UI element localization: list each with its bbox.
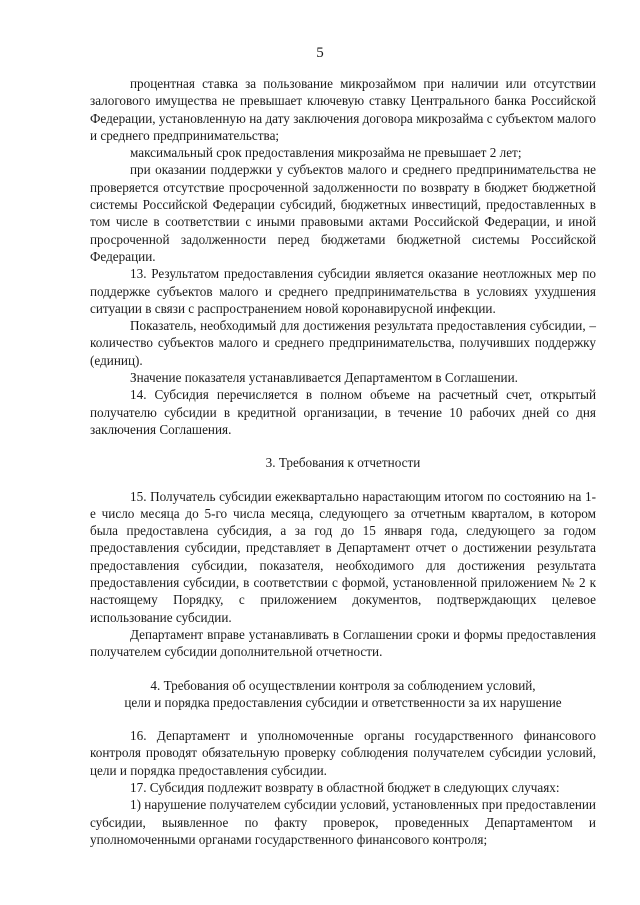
paragraph-14-transfer: 14. Субсидия перечисляется в полном объеме на расчетный счет, открытый получателю субсидии в кредитной организации, в течение 10 рабочих дней со дня заключения Соглашения.	[90, 387, 596, 437]
paragraph-13-result: 13. Результатом предоставления субсидии является оказание неотложных мер по поддержке субъектов малого и среднего предпринимательства в условиях ухудшения ситуации в связи с распространением новой коронавирусной инфекции.	[90, 266, 596, 316]
paragraph-15-reporting: 15. Получатель субсидии ежеквартально нарастающим итогом по состоянию на 1-е число месяца до 5-го числа месяца, следующего за отчетным кварталом, в котором была предоставлена субсидия, а за год до 15 января года, следующего за годом предоставления субсидии, представляет в Департамент отчет о достижении результата предоставления субсидии, показателя, необходимого для достижения результата предоставления субсидии, в соответствии с формой, установленной приложением № 2 к настоящему Порядку, с приложением документов, подтверждающих целевое использование субсидии.	[90, 488, 596, 625]
paragraph-16-control: 16. Департамент и уполномоченные органы государственного финансового контроля проводят обязательную проверку соблюдения получателем субсидии условий, цели и порядка предоставления субсидии.	[90, 728, 596, 778]
page-number: 5	[316, 45, 324, 61]
paragraph-max-term: максимальный срок предоставления микрозайма не превышает 2 лет;	[130, 145, 522, 161]
paragraph-indicator-value: Значение показателя устанавливается Департаментом в Соглашении.	[130, 370, 518, 386]
paragraph-17-item-1: 1) нарушение получателем субсидии условий, установленных при предоставлении субсидии, выявленное по факту проверок, проведенных Департаментом и уполномоченными органами государственного финансового контроля;	[90, 797, 596, 847]
paragraph-no-debt-check: при оказании поддержки у субъектов малого и среднего предпринимательства не проверяется отсутствие просроченной задолженности по возврату в бюджет бюджетной системы Российской Федерации субсидий, бюджетных инвестиций, предоставленных в том числе в соответствии с иными правовыми актами Российской Федерации, и иной просроченной задолженности перед бюджетами бюджетной системы Российской Федерации.	[90, 162, 596, 264]
section-4-heading-line-1: 4. Требования об осуществлении контроля за соблюдением условий,	[150, 677, 536, 693]
paragraph-indicator: Показатель, необходимый для достижения результата предоставления субсидии, – количество субъектов малого и среднего предпринимательства, получивших поддержку (единиц).	[90, 318, 596, 368]
document-body	[90, 75, 596, 848]
section-4-heading-line-2: цели и порядка предоставления субсидии и ответственности за их нарушение	[124, 694, 562, 710]
section-4-heading	[90, 677, 596, 712]
paragraph-interest-rate: процентная ставка за пользование микрозаймом при наличии или отсутствии залогового имущества не превышает ключевую ставку Центрального банка Российской Федерации, установленную на дату заключения договора микрозайма с субъектом малого и среднего предпринимательства;	[90, 76, 596, 143]
paragraph-17-refund: 17. Субсидия подлежит возврату в областной бюджет в следующих случаях:	[130, 779, 560, 795]
paragraph-additional-reporting: Департамент вправе устанавливать в Соглашении сроки и формы предоставления получателем субсидии дополнительной отчетности.	[90, 626, 596, 660]
section-3-heading: 3. Требования к отчетности	[265, 455, 421, 471]
